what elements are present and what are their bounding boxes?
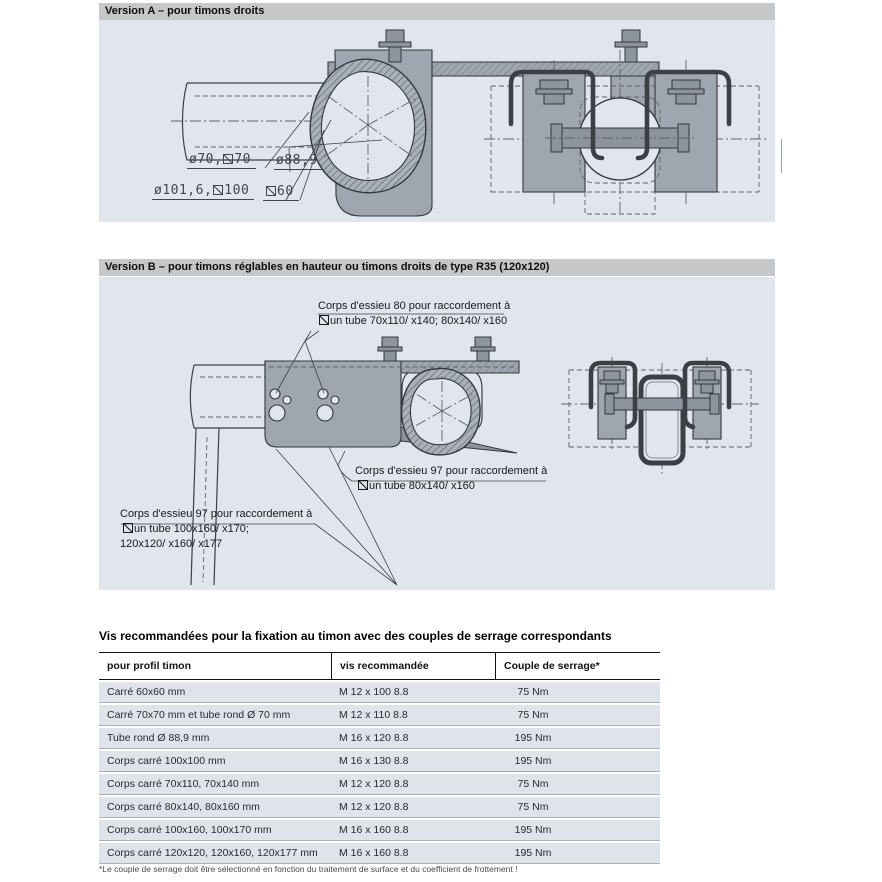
table-row: Corps carré 70x110, 70x140 mm M 12 x 120 8.8 75 Nm (99, 774, 660, 795)
section-header-version-a (99, 3, 775, 20)
table-title: Vis recommandées pour la fixation au timon avec des couples de serrage correspondants (99, 629, 612, 643)
dim-label-d88-9: ø88,9 (274, 154, 323, 170)
square-section-icon (213, 185, 223, 195)
section-header-version-a-label: Version A – pour timons droits (105, 5, 265, 17)
dim-label-d70: ø70, 70 (187, 153, 256, 169)
section-header-version-b-label: Version B – pour timons réglables en hauteur ou timons droits de type R35 (120x120) (105, 261, 550, 273)
table-row: Tube rond Ø 88,9 mm M 16 x 120 8.8 195 Nm (99, 728, 660, 749)
annotation-line: 120x120/ x160/ x177 (120, 538, 223, 550)
annotation-line: un tube 100x160/ x170; (120, 522, 312, 537)
dim-label-d60: 60 (263, 185, 299, 201)
annotation-corps-essieu-97-left (120, 507, 312, 552)
dim-label-d101-6: ø101,6, 100 (152, 184, 254, 200)
axle-profile-section-b (402, 368, 482, 454)
annotation-corps-essieu-80 (300, 299, 510, 329)
square-section-icon (319, 315, 329, 325)
table-footnote: *Le couple de serrage doit être sélectionné en fonction du traitement de surface et du coefficient de frottement ! (99, 864, 518, 874)
drawbar-tube-side-view-b (190, 365, 267, 585)
annotation-line: Corps d'essieu 97 pour raccordement à (120, 508, 313, 520)
through-bolt (545, 124, 695, 152)
annotation-line: Corps d'essieu 80 pour raccordement à (318, 300, 511, 312)
table-row: Carré 70x70 mm et tube rond Ø 70 mm M 12 x 110 8.8 75 Nm (99, 705, 660, 726)
table-row: Corps carré 120x120, 120x160, 120x177 mm M 16 x 160 8.8 195 Nm (99, 843, 660, 864)
front-view-square-tube (641, 377, 683, 463)
annotation-line: un tube 80x140/ x160 (355, 479, 547, 494)
version-a-panel (99, 20, 775, 222)
square-section-icon (223, 154, 233, 164)
table-row: Corps carré 80x140, 80x160 mm M 12 x 120 8.8 75 Nm (99, 797, 660, 818)
annotation-line: un tube 70x110/ x140; 80x140/ x160 (300, 314, 510, 329)
table-row: Carré 60x60 mm M 12 x 100 8.8 75 Nm (99, 682, 660, 703)
mounting-bracket-side-view-b (265, 361, 519, 453)
annotation-line: Corps d'essieu 97 pour raccordement à (355, 465, 548, 477)
column-header-vis: vis recommandée (331, 653, 495, 679)
column-header-couple: Couple de serrage* (495, 653, 660, 679)
square-section-icon (266, 186, 276, 196)
column-header-profil: pour profil timon (107, 660, 191, 672)
square-section-icon (123, 523, 133, 533)
table-row: Corps carré 100x100 mm M 16 x 130 8.8 195 Nm (99, 751, 660, 772)
screws-table (99, 652, 660, 864)
square-section-icon (358, 480, 368, 490)
fixing-bolt-right-b (471, 337, 495, 361)
page-margin-mark (781, 139, 782, 173)
section-header-version-b (99, 259, 775, 276)
fixing-bolt-left-b (378, 337, 402, 361)
version-b-panel (99, 277, 775, 590)
table-row: Corps carré 100x160, 100x170 mm M 16 x 160 8.8 195 Nm (99, 820, 660, 841)
annotation-corps-essieu-97-right (355, 464, 547, 494)
table-header-row (99, 652, 660, 680)
